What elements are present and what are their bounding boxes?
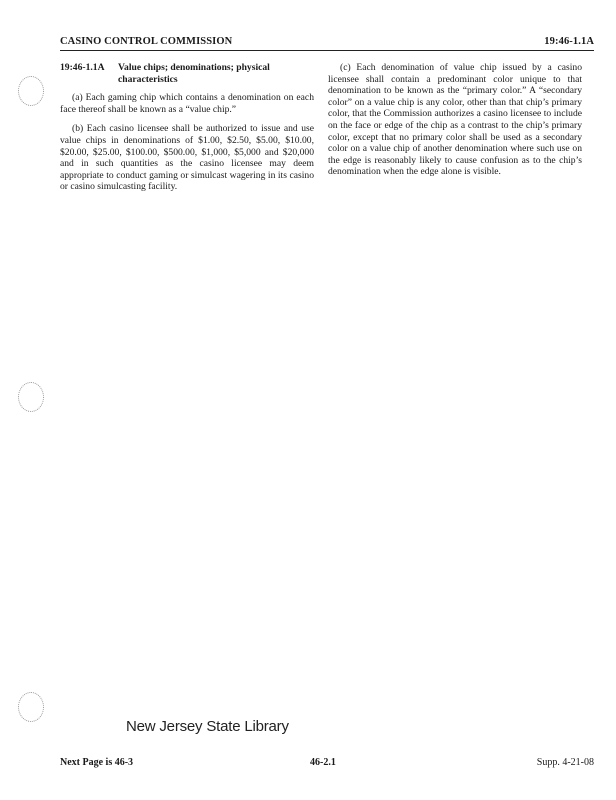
supplement-date: Supp. 4-21-08 xyxy=(536,757,594,768)
section-number: 19:46-1.1A xyxy=(60,62,105,73)
running-header xyxy=(60,36,594,47)
binder-hole-icon xyxy=(18,692,44,722)
header-section-ref: 19:46-1.1A xyxy=(544,36,594,47)
header-rule xyxy=(60,50,594,51)
section-heading xyxy=(60,62,314,85)
binder-hole-icon xyxy=(18,76,44,106)
right-column xyxy=(328,62,582,186)
paragraph-c: (c) Each denomination of value chip issued by a casino licensee shall contain a predominant color unique to that denomination to be known as the “primary color.” A “secondary color” on a value chip is any color, other than that chip’s primary color, that the Commission authorizes a casino licensee to include on the face or edge of the chip as a contrast to the chip’s primary color, except that no primary color shall be used as a secondary color on a value chip of another denomination where such use on the edge is reasonably likely to cause confusion as to the chip’s denomination when the edge alone is visible. xyxy=(328,62,582,178)
section-title: Value chips; denominations; physical characteristics xyxy=(118,62,270,85)
library-stamp: New Jersey State Library xyxy=(126,718,289,735)
paragraph-b: (b) Each casino licensee shall be authorized to issue and use value chips in denominations of $1.00, $2.50, $5.00, $10.00, $20.00, $25.00, $100.00, $500.00, $1,000, $5,000 and $20,000 and in such quantities as the casino licensee may deem appropriate to conduct gaming or simulcast wagering in its casino or casino simulcasting facility. xyxy=(60,123,314,193)
page-number: 46-2.1 xyxy=(310,757,336,768)
binder-hole-icon xyxy=(18,382,44,412)
header-title: CASINO CONTROL COMMISSION xyxy=(60,36,233,47)
page-footer xyxy=(60,757,594,771)
paragraph-a: (a) Each gaming chip which contains a denomination on each face thereof shall be known as a “value chip.” xyxy=(60,92,314,115)
left-column xyxy=(60,62,314,201)
next-page-note: Next Page is 46-3 xyxy=(60,757,134,768)
